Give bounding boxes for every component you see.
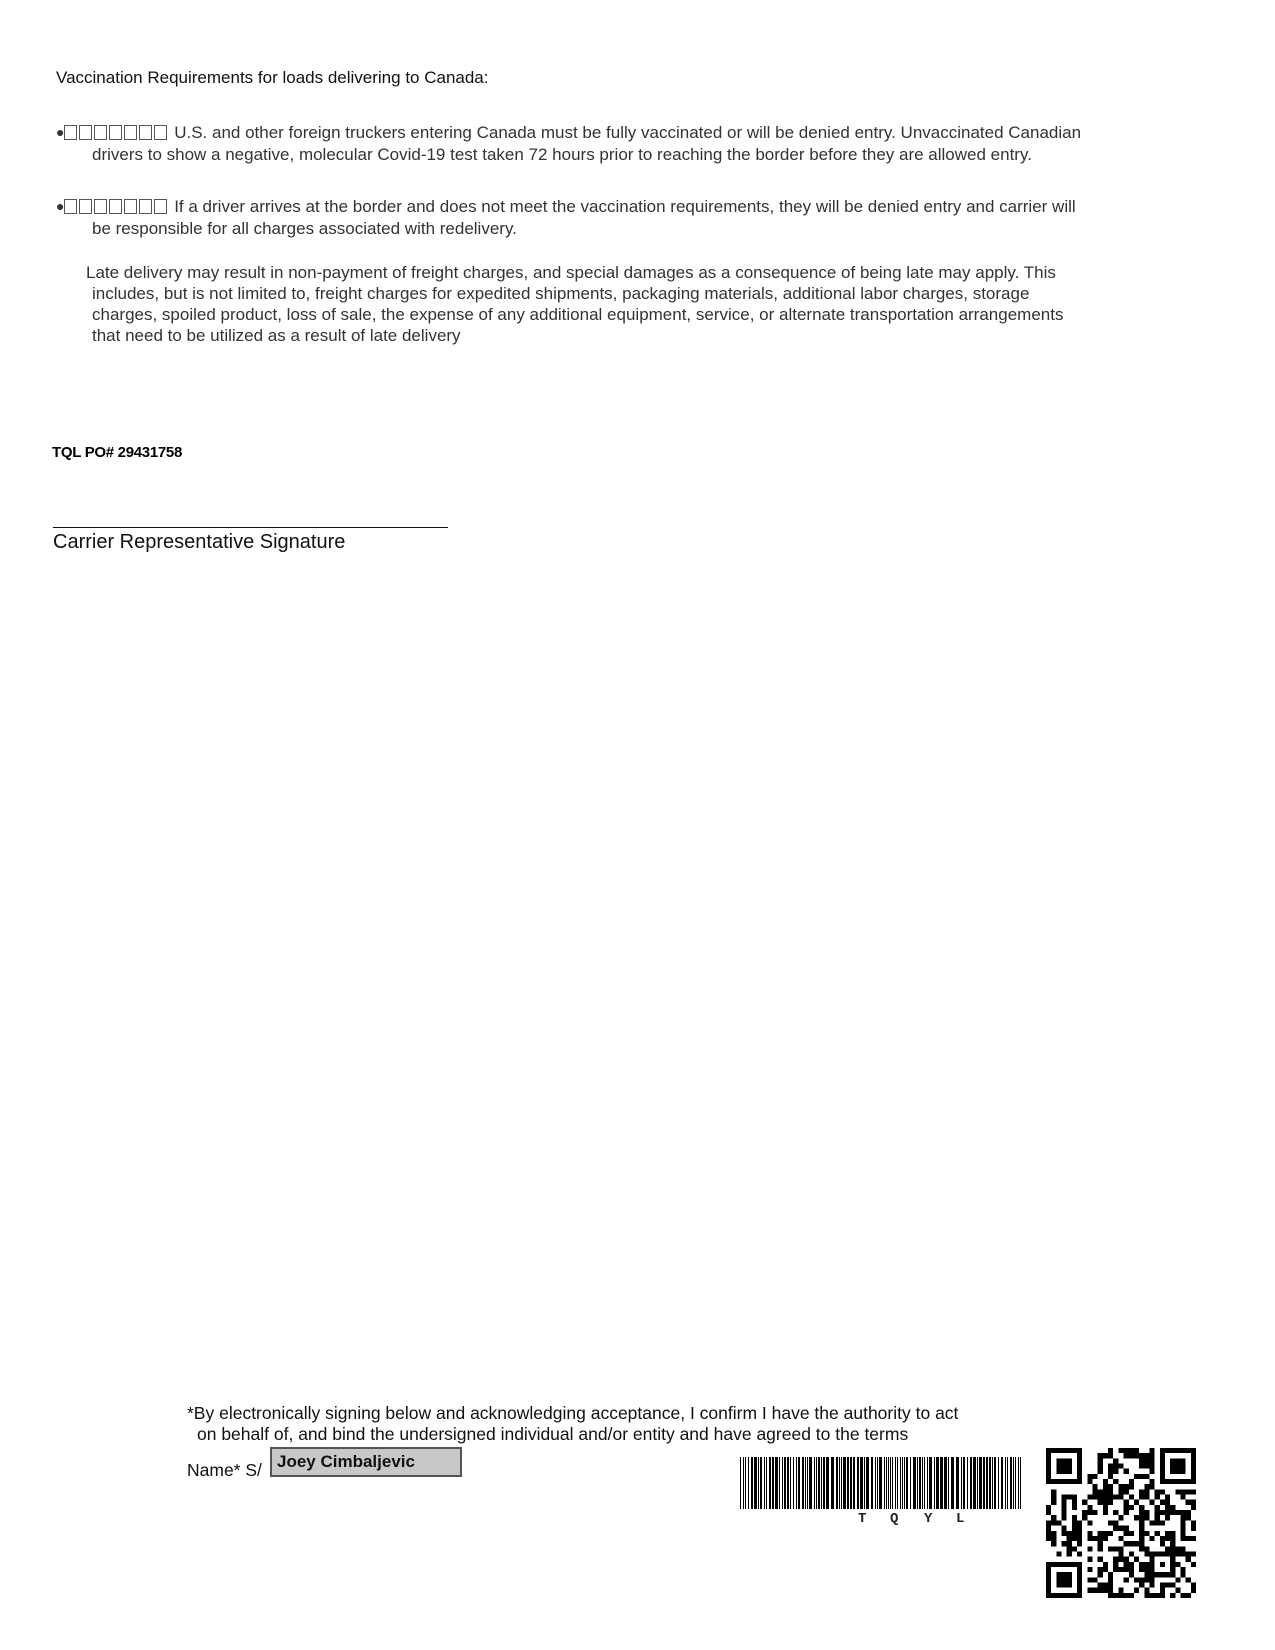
name-signature-field[interactable]: Joey Cimbaljevic [270,1447,462,1477]
barcode-letter: L [956,1511,965,1527]
signature-label: Carrier Representative Signature [53,531,346,553]
name-label: Name* S/ [187,1460,262,1480]
missing-glyph-icon [64,123,169,142]
section-heading: Vaccination Requirements for loads delivering to Canada: [56,68,489,87]
late-delivery-paragraph [86,262,1196,346]
late-delivery-line: charges, spoiled product, loss of sale, the expense of any additional equipment, service, or alternate transportation arrangements [92,305,1064,324]
acknowledgement-line: on behalf of, and bind the undersigned individual and/or entity and have agreed to the terms [197,1424,909,1444]
list-item [56,195,1206,240]
barcode-letter: Y [924,1511,933,1527]
bullet-icon: ● [56,124,65,140]
qr-code-image [1046,1448,1196,1598]
barcode-letter: T [858,1511,867,1527]
barcode-image [740,1457,1024,1513]
missing-glyph-icon [64,197,169,216]
list-item [56,121,1206,166]
barcode-letter: Q [890,1511,899,1527]
signature-line [53,527,448,528]
acknowledgement-line: *By electronically signing below and acknowledging acceptance, I confirm I have the authority to act [187,1403,959,1423]
bullet-text-line1: If a driver arrives at the border and does not meet the vaccination requirements, they will be denied entry and carrier will [174,197,1076,216]
late-delivery-line: that need to be utilized as a result of late delivery [92,326,461,345]
acknowledgement-text [187,1403,958,1445]
late-delivery-line: Late delivery may result in non-payment of freight charges, and special damages as a consequence of being late may apply. This [86,263,1056,282]
bullet-icon: ● [56,198,65,214]
bullet-text-line2: be responsible for all charges associated with redelivery. [92,219,517,238]
late-delivery-line: includes, but is not limited to, freight charges for expedited shipments, packaging materials, additional labor charges, storage [92,284,1030,303]
bullet-text-line1: U.S. and other foreign truckers entering Canada must be fully vaccinated or will be denied entry. Unvaccinated Canadian [174,123,1082,142]
po-number: TQL PO# 29431758 [52,444,183,461]
bullet-text-line2: drivers to show a negative, molecular Covid-19 test taken 72 hours prior to reaching the border before they are allowed entry. [92,145,1032,164]
